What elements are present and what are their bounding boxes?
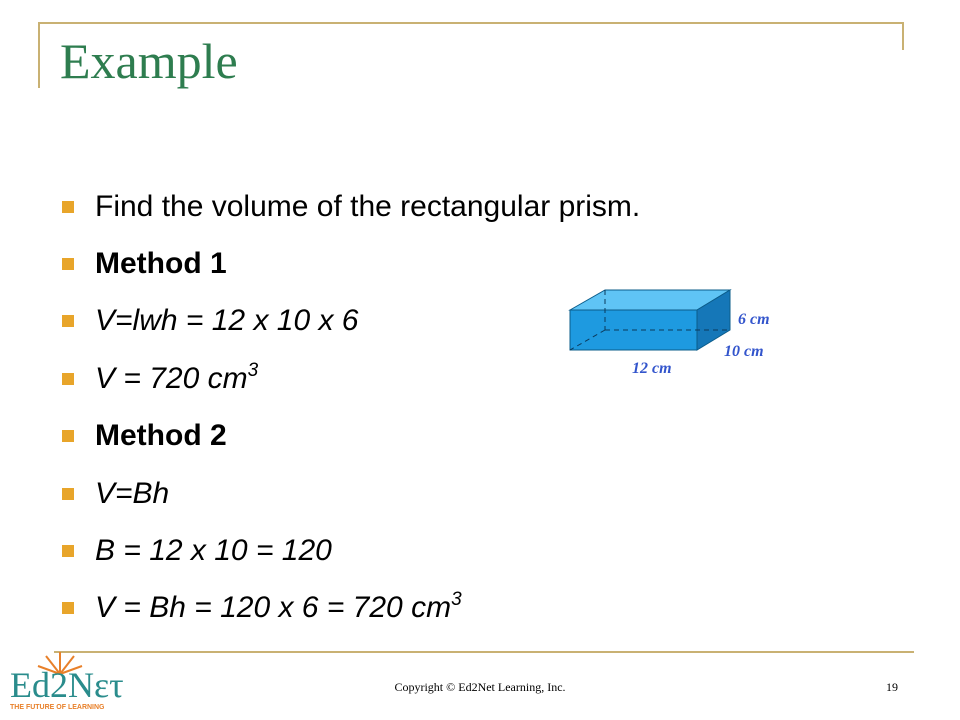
page-number: 19 [886,680,898,694]
bullet-text: B = 12 x 10 = 120 [95,534,332,568]
bullet-item [62,293,640,350]
bullet-item [62,350,640,407]
bullet-item [62,408,640,465]
bullet-item [62,178,640,235]
bullet-text: V=lwh = 12 x 10 x 6 [95,304,359,338]
bullet-square-icon [62,488,74,500]
frame-left-line [38,22,40,88]
frame-bottom-line [54,651,914,653]
logo-tagline: THE FUTURE OF LEARNING [10,704,105,711]
bullet-text [95,359,259,396]
bullet-square-icon [62,430,74,442]
bullet-item [62,465,640,522]
bullet-square-icon [62,201,74,213]
bullet-square-icon [62,602,74,614]
bullet-item [62,522,640,579]
frame-right-line [902,22,904,50]
bullet-text: Find the volume of the rectangular prism. [95,189,641,223]
bullet-text: Method 2 [95,419,227,453]
bullet-main: V = 720 cm [95,361,248,395]
bullet-main: V = Bh = 120 x 6 = 720 cm [95,591,452,625]
bullet-item [62,580,640,637]
superscript: 3 [247,359,259,381]
bullet-text: Method 1 [95,247,227,281]
bullet-text: V=Bh [95,476,170,510]
prism-height-label: 6 cm [738,311,770,328]
bullet-square-icon [62,258,74,270]
prism-width-label: 10 cm [724,343,764,360]
prism-length-label: 12 cm [632,360,672,377]
bullet-list [62,178,640,637]
footer-copyright: Copyright © Ed2Net Learning, Inc. [394,680,566,694]
bullet-text [95,591,462,625]
rectangular-prism-figure [560,285,800,385]
frame-top-line [38,22,904,24]
slide-title: Example [60,33,238,89]
logo-wordmark: Ed2Nετ [10,665,124,705]
bullet-item [62,235,640,292]
bullet-square-icon [62,315,74,327]
bullet-square-icon [62,545,74,557]
bullet-square-icon [62,373,74,385]
superscript: 3 [451,589,462,611]
